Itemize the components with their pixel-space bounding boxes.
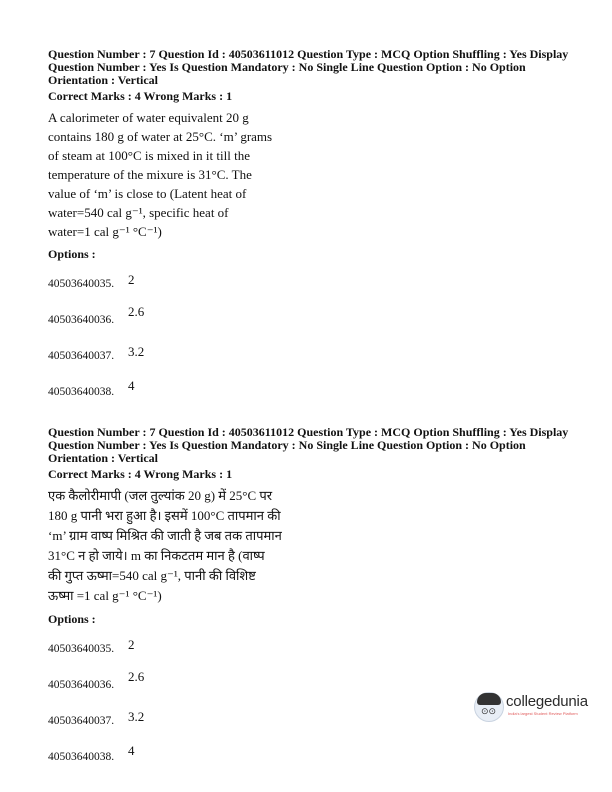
question-text: [48, 486, 588, 606]
question-line: temperature of the mixure is 31°C. The: [48, 167, 252, 182]
header-line: Question Number : 7 Question Id : 40503611012 Question Type : MCQ Option Shuffling : Yes Display: [48, 425, 569, 439]
header-line: Question Number : Yes Is Question Mandatory : No Single Line Question Option : No Option: [48, 60, 526, 74]
options-label: Options :: [48, 247, 96, 261]
option-id: 40503640037.: [48, 715, 115, 727]
question-line: ‘m’ ग्राम वाष्प मिश्रित की जाती है जब तक तापमान: [48, 528, 282, 543]
option-value: 4: [128, 743, 135, 758]
question-line: 31°C न हो जाये। m का निकटतम मान है (वाष्प: [48, 548, 265, 563]
header-line: Orientation : Vertical: [48, 73, 158, 87]
question-text: [48, 108, 588, 241]
question-line: water=540 cal g⁻¹, specific heat of: [48, 205, 229, 220]
question-line: A calorimeter of water equivalent 20 g: [48, 110, 249, 125]
option-id: 40503640035.: [48, 643, 115, 655]
question-header: [48, 426, 588, 465]
question-block-english: [48, 48, 588, 406]
option-value: 3.2: [128, 344, 145, 359]
question-header: [48, 48, 588, 87]
question-line: of steam at 100°C is mixed in it till the: [48, 148, 250, 163]
question-line: ऊष्मा =1 cal g⁻¹ °C⁻¹): [48, 588, 162, 603]
options-label: Options :: [48, 612, 96, 626]
question-line: की गुप्त ऊष्मा=540 cal g⁻¹, पानी की विशिष्ट: [48, 568, 256, 583]
options-list: [48, 262, 588, 406]
option-value: 2.6: [128, 669, 145, 684]
logo-wordmark: collegedunia: [506, 693, 588, 710]
student-mascot-icon: ⊙⊙: [474, 692, 504, 722]
option-value: 4: [128, 378, 135, 393]
marks-line: Correct Marks : 4 Wrong Marks : 1: [48, 89, 233, 103]
option-value: 2: [128, 272, 135, 287]
logo-tagline: India's largest Student Review Platform: [508, 711, 578, 716]
option-item: [48, 735, 588, 771]
header-line: Question Number : 7 Question Id : 40503611012 Question Type : MCQ Option Shuffling : Yes Display: [48, 47, 569, 61]
option-value: 2.6: [128, 304, 145, 319]
question-line: water=1 cal g⁻¹ °C⁻¹): [48, 224, 162, 239]
marks-line: Correct Marks : 4 Wrong Marks : 1: [48, 467, 233, 481]
option-item: [48, 262, 588, 298]
collegedunia-logo: [474, 690, 594, 724]
option-value: 2: [128, 637, 135, 652]
option-id: 40503640035.: [48, 278, 115, 290]
option-item: [48, 298, 588, 334]
option-id: 40503640036.: [48, 314, 115, 326]
header-line: Orientation : Vertical: [48, 451, 158, 465]
option-id: 40503640037.: [48, 350, 115, 362]
question-line: value of ‘m’ is close to (Latent heat of: [48, 186, 247, 201]
option-item: [48, 334, 588, 370]
option-item: [48, 627, 588, 663]
question-line: 180 g पानी भरा हुआ है। इसमें 100°C तापमान की: [48, 508, 281, 523]
option-value: 3.2: [128, 709, 145, 724]
question-line: एक कैलोरीमापी (जल तुल्यांक 20 g) में 25°C पर: [48, 488, 273, 503]
option-id: 40503640036.: [48, 679, 115, 691]
option-id: 40503640038.: [48, 386, 115, 398]
question-line: contains 180 g of water at 25°C. ‘m’ grams: [48, 129, 273, 144]
option-item: [48, 370, 588, 406]
option-id: 40503640038.: [48, 751, 115, 763]
header-line: Question Number : Yes Is Question Mandatory : No Single Line Question Option : No Option: [48, 438, 526, 452]
